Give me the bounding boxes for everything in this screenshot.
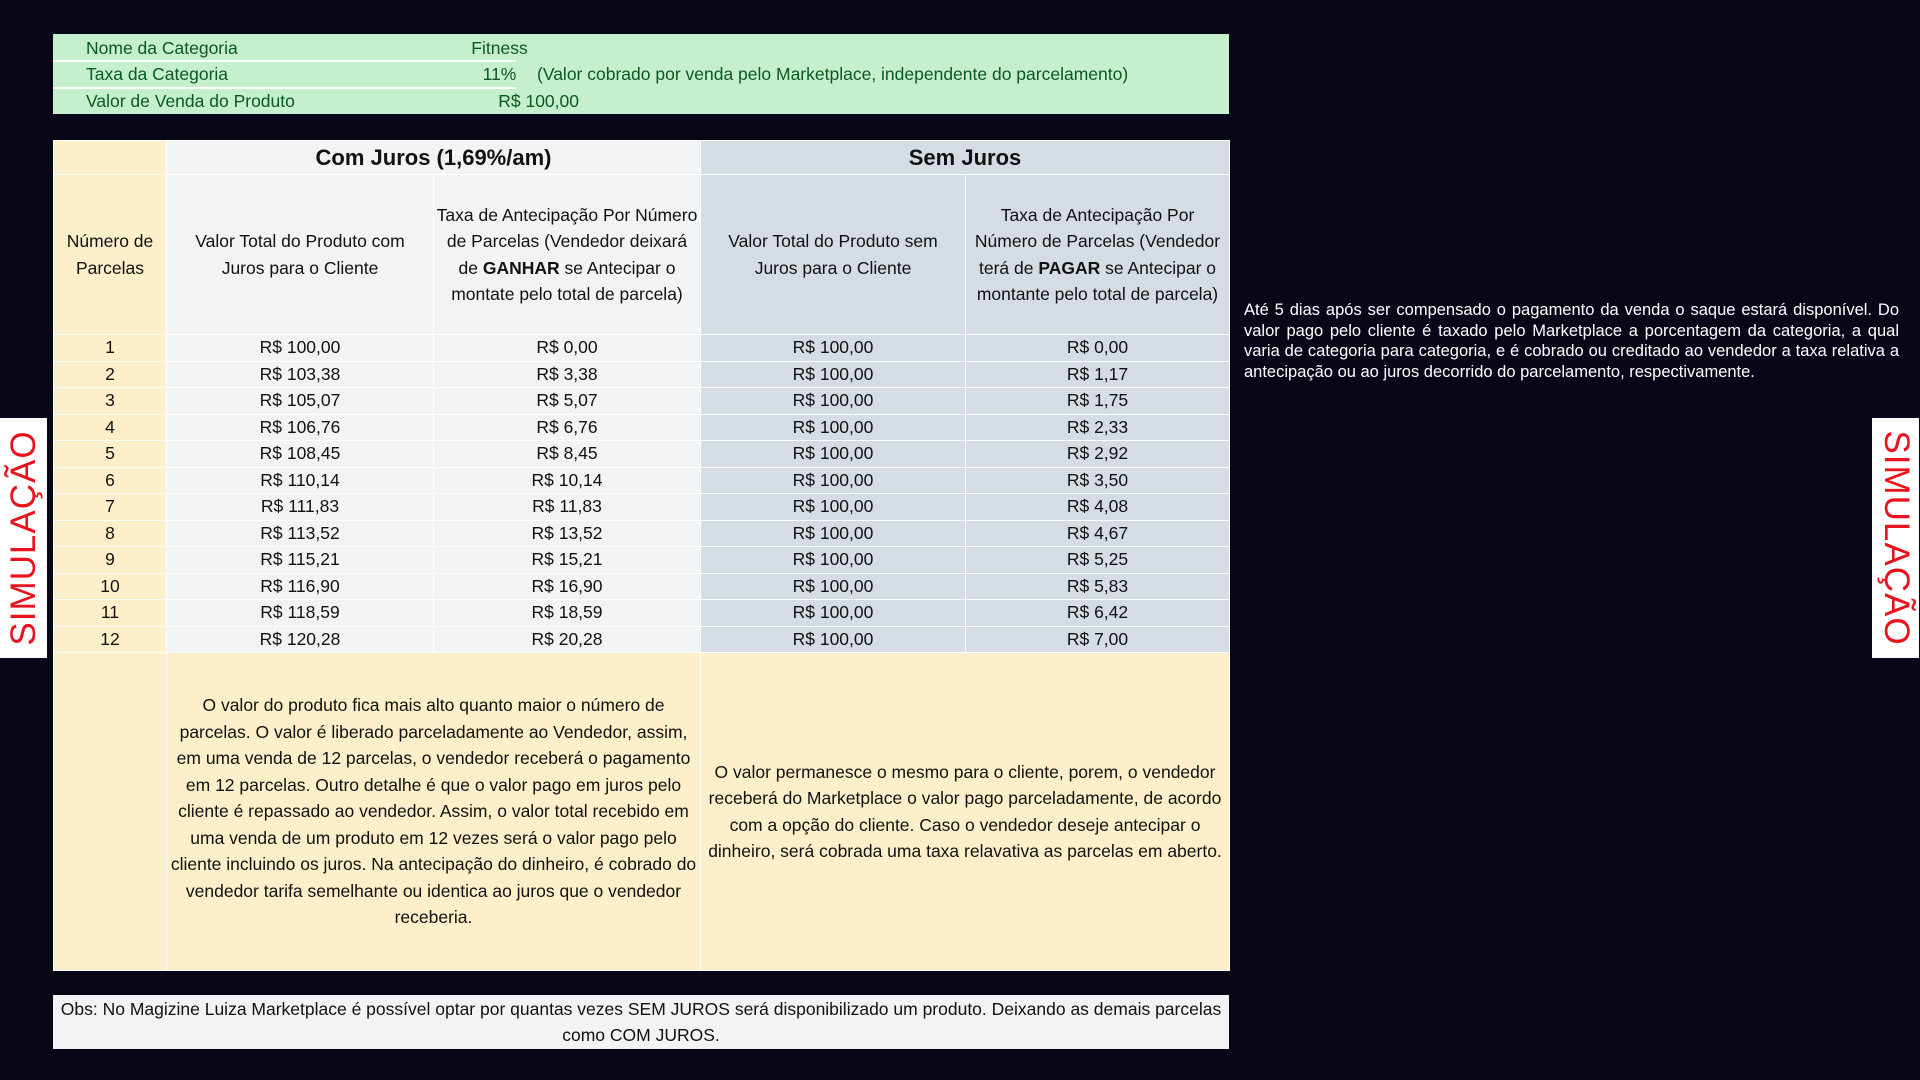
cell-sem-total: R$ 100,00	[701, 388, 966, 415]
table-row	[54, 573, 1230, 600]
cell-num: 3	[54, 388, 167, 415]
explanation-row	[54, 653, 1230, 971]
cell-sem-total: R$ 100,00	[701, 520, 966, 547]
cell-com-taxa: R$ 0,00	[434, 335, 701, 362]
header-com-antecipacao-text	[434, 202, 700, 308]
cell-com-taxa: R$ 11,83	[434, 494, 701, 521]
header-sem-antecipacao	[966, 175, 1230, 335]
explanation-com-juros: O valor do produto fica mais alto quanto maior o número de parcelas. O valor é liberado parceladamente ao Vendedor, assim, em uma venda de 12 parcelas, o vendedor receberá o pagamento em 12 parcelas. Outro detalhe é que o valor pago em juros pelo cliente é repassado ao vendedor. Assim, o valor total recebido em uma venda de um produto em 12 vezes será o valor pago pelo cliente incluindo os juros. Na antecipação do dinheiro, é cobrado do vendedor tarifa semelhante ou identica ao juros que o vendedor receberia.	[167, 653, 701, 971]
section-titles-row	[54, 141, 1230, 175]
cell-num: 4	[54, 414, 167, 441]
simulation-label-right-text: SIMULAÇÃO	[1876, 430, 1916, 646]
cell-com-total: R$ 115,21	[167, 547, 434, 574]
cell-com-taxa: R$ 10,14	[434, 467, 701, 494]
cell-com-taxa: R$ 18,59	[434, 600, 701, 627]
cell-com-taxa: R$ 15,21	[434, 547, 701, 574]
sem-juros-title: Sem Juros	[701, 141, 1230, 175]
price-row	[53, 88, 1229, 114]
header-num-parcelas	[54, 175, 167, 335]
cell-com-total: R$ 113,52	[167, 520, 434, 547]
cell-sem-total: R$ 100,00	[701, 600, 966, 627]
explanation-blank-cell	[54, 653, 167, 971]
cell-com-taxa: R$ 3,38	[434, 361, 701, 388]
cell-com-taxa: R$ 6,76	[434, 414, 701, 441]
table-row	[54, 626, 1230, 653]
cell-com-total: R$ 118,59	[167, 600, 434, 627]
table-row	[54, 441, 1230, 468]
cell-com-taxa: R$ 20,28	[434, 626, 701, 653]
table-row	[54, 388, 1230, 415]
cell-sem-taxa: R$ 4,08	[966, 494, 1230, 521]
header-com-antecipacao-post: se Antecipar o montate pelo total de parcela)	[451, 257, 683, 304]
header-com-total-text: Valor Total do Produto com Juros para o Cliente	[195, 231, 405, 278]
cell-num: 8	[54, 520, 167, 547]
cell-sem-taxa: R$ 1,75	[966, 388, 1230, 415]
header-com-antecipacao	[434, 175, 701, 335]
cell-com-taxa: R$ 8,45	[434, 441, 701, 468]
cell-com-total: R$ 116,90	[167, 573, 434, 600]
cell-sem-total: R$ 100,00	[701, 626, 966, 653]
header-sem-antecipacao-post: se Antecipar o montante pelo total de parcela)	[976, 257, 1219, 304]
cell-com-total: R$ 110,14	[167, 467, 434, 494]
table-row	[54, 494, 1230, 521]
column-headers-row	[54, 175, 1230, 335]
fee-value: 11%	[482, 64, 517, 84]
cell-num: 9	[54, 547, 167, 574]
header-sem-antecipacao-pre: Taxa de Antecipação Por Número de Parcelas (Vendedor terá de	[974, 204, 1221, 278]
cell-sem-total: R$ 100,00	[701, 467, 966, 494]
obs-note: Obs: No Magizine Luiza Marketplace é possível optar por quantas vezes SEM JUROS será disponibilizado um produto. Deixando as demais parcelas como COM JUROS.	[53, 995, 1229, 1049]
header-num-parcelas-text: Número de Parcelas	[66, 231, 154, 278]
simulation-label-right	[1872, 418, 1919, 658]
price-value: R$ 100,00	[498, 91, 579, 111]
cell-com-total: R$ 105,07	[167, 388, 434, 415]
cell-num: 10	[54, 573, 167, 600]
fee-note: (Valor cobrado por venda pelo Marketplace, independente do parcelamento)	[537, 64, 1129, 84]
category-row	[53, 35, 1229, 61]
table-row	[54, 335, 1230, 362]
cell-num: 6	[54, 467, 167, 494]
explanation-sem-juros: O valor permanesce o mesmo para o cliente, porem, o vendedor receberá do Marketplace o valor pago parceladamente, de acordo com a opção do cliente. Caso o vendedor deseje antecipar o dinheiro, será cobrada uma taxa relavativa as parcelas em aberto.	[701, 653, 1230, 971]
cell-sem-total: R$ 100,00	[701, 494, 966, 521]
cell-sem-total: R$ 100,00	[701, 335, 966, 362]
cell-sem-total: R$ 100,00	[701, 547, 966, 574]
side-note: Até 5 dias após ser compensado o pagamento da venda o saque estará disponível. Do valor pago pelo cliente é taxado pelo Marketplace a porcentagem da categoria, a qual varia de categoria para categoria, e é cobrado ou creditado ao vendedor a taxa relativa a antecipação ou ao juros decorrido do parcelamento, respectivamente.	[1244, 301, 1899, 381]
cell-sem-taxa: R$ 5,83	[966, 573, 1230, 600]
cell-sem-total: R$ 100,00	[701, 361, 966, 388]
cell-sem-taxa: R$ 0,00	[966, 335, 1230, 362]
table-row	[54, 467, 1230, 494]
table-row	[54, 600, 1230, 627]
header-com-antecipacao-pre: Taxa de Antecipação Por Número de Parcelas (Vendedor deixará de	[436, 204, 698, 278]
category-label: Nome da Categoria	[86, 38, 238, 58]
header-sem-antecipacao-bold: PAGAR	[1038, 257, 1101, 278]
corner-cell	[54, 141, 167, 175]
cell-sem-taxa: R$ 3,50	[966, 467, 1230, 494]
cell-com-total: R$ 103,38	[167, 361, 434, 388]
cell-num: 11	[54, 600, 167, 627]
cell-sem-taxa: R$ 6,42	[966, 600, 1230, 627]
header-com-total	[167, 175, 434, 335]
cell-num: 12	[54, 626, 167, 653]
table-row	[54, 520, 1230, 547]
cell-com-total: R$ 120,28	[167, 626, 434, 653]
header-com-antecipacao-bold: GANHAR	[482, 257, 560, 278]
cell-com-total: R$ 100,00	[167, 335, 434, 362]
cell-num: 7	[54, 494, 167, 521]
table-row	[54, 361, 1230, 388]
cell-com-total: R$ 108,45	[167, 441, 434, 468]
installments-table	[53, 140, 1230, 971]
cell-sem-taxa: R$ 2,92	[966, 441, 1230, 468]
cell-sem-taxa: R$ 4,67	[966, 520, 1230, 547]
cell-num: 1	[54, 335, 167, 362]
table-row	[54, 547, 1230, 574]
cell-sem-taxa: R$ 7,00	[966, 626, 1230, 653]
fee-label: Taxa da Categoria	[86, 64, 229, 84]
cell-sem-total: R$ 100,00	[701, 414, 966, 441]
cell-com-taxa: R$ 5,07	[434, 388, 701, 415]
header-sem-antecipacao-text	[966, 202, 1229, 308]
table-row	[54, 414, 1230, 441]
header-sem-total-text: Valor Total do Produto sem Juros para o Cliente	[728, 231, 938, 278]
cell-com-taxa: R$ 16,90	[434, 573, 701, 600]
header-sem-total	[701, 175, 966, 335]
cell-sem-taxa: R$ 5,25	[966, 547, 1230, 574]
simulation-label-left	[0, 418, 47, 658]
simulation-label-left-text: SIMULAÇÃO	[3, 430, 43, 646]
cell-sem-taxa: R$ 2,33	[966, 414, 1230, 441]
cell-com-taxa: R$ 13,52	[434, 520, 701, 547]
cell-com-total: R$ 106,76	[167, 414, 434, 441]
cell-num: 2	[54, 361, 167, 388]
category-info-box	[53, 34, 1229, 114]
category-value: Fitness	[471, 38, 528, 58]
cell-sem-taxa: R$ 1,17	[966, 361, 1230, 388]
price-label: Valor de Venda do Produto	[86, 91, 295, 111]
cell-sem-total: R$ 100,00	[701, 441, 966, 468]
cell-com-total: R$ 111,83	[167, 494, 434, 521]
com-juros-title: Com Juros (1,69%/am)	[167, 141, 701, 175]
cell-sem-total: R$ 100,00	[701, 573, 966, 600]
cell-num: 5	[54, 441, 167, 468]
